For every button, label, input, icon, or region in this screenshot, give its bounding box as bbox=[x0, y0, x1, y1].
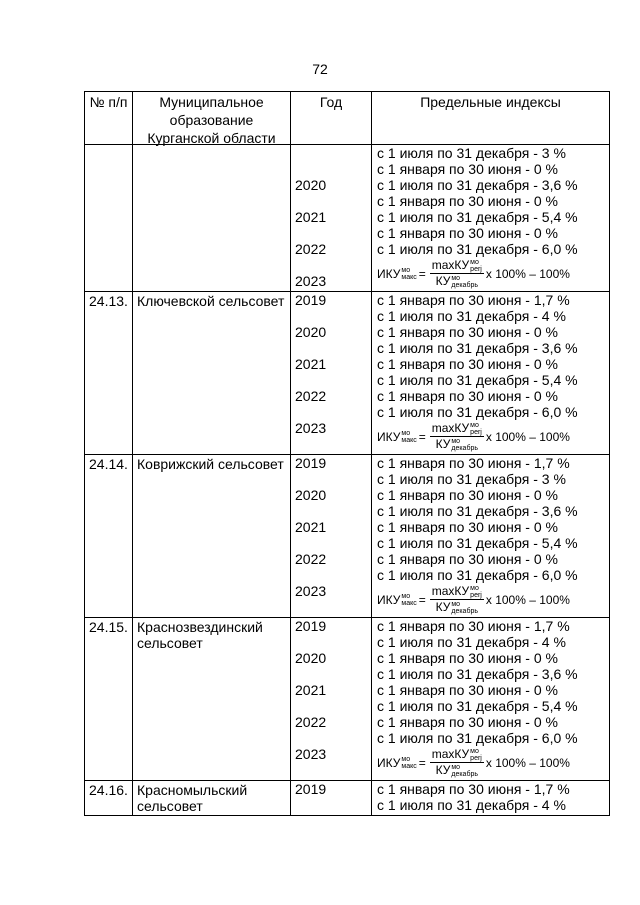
municipality-name: Красномыльский сельсовет bbox=[137, 782, 248, 814]
formula-lhs: ИКУ мо макс bbox=[377, 266, 417, 282]
cell-indices bbox=[372, 145, 610, 292]
cell-indices bbox=[372, 455, 610, 618]
header-num: № п/п bbox=[85, 92, 133, 145]
index-line: с 1 июля по 31 декабря - 6,0 % bbox=[377, 241, 578, 257]
cell-indices bbox=[372, 292, 610, 455]
cell-number bbox=[85, 618, 133, 781]
year-label: 2020 bbox=[295, 650, 327, 666]
year-label: 2019 bbox=[295, 455, 327, 471]
index-line: с 1 января по 30 июня - 0 % bbox=[377, 650, 558, 666]
cell-municipality bbox=[133, 455, 291, 618]
formula-tail: х 100% – 100% bbox=[485, 593, 570, 607]
index-line: с 1 января по 30 июня - 0 % bbox=[377, 324, 558, 340]
index-line: с 1 июля по 31 декабря - 5,4 % bbox=[377, 209, 578, 225]
index-line: с 1 января по 30 июня - 1,7 % bbox=[377, 781, 570, 797]
cell-municipality bbox=[133, 292, 291, 455]
cell-years bbox=[291, 145, 372, 292]
header-index: Предельные индексы bbox=[372, 92, 610, 145]
year-label: 2021 bbox=[295, 519, 327, 535]
index-line: с 1 января по 30 июня - 1,7 % bbox=[377, 618, 570, 634]
row-number: 24.14. bbox=[89, 456, 128, 472]
page-number: 72 bbox=[312, 61, 328, 77]
index-line: с 1 января по 30 июня - 0 % bbox=[377, 193, 558, 209]
index-line: с 1 января по 30 июня - 0 % bbox=[377, 682, 558, 698]
formula-fraction: maxКУ мо рerj КУ мо декабрь bbox=[431, 421, 482, 452]
index-line: с 1 июля по 31 декабря - 5,4 % bbox=[377, 535, 578, 551]
row-number: 24.13. bbox=[89, 293, 128, 309]
year-label: 2020 bbox=[295, 487, 327, 503]
table-row bbox=[85, 145, 610, 292]
index-line: с 1 января по 30 июня - 0 % bbox=[377, 519, 558, 535]
index-line: с 1 июля по 31 декабря - 3,6 % bbox=[377, 177, 578, 193]
limit-index-table bbox=[84, 91, 610, 816]
cell-years bbox=[291, 455, 372, 618]
cell-years bbox=[291, 781, 372, 816]
formula-fraction: maxКУ мо рerj КУ мо декабрь bbox=[431, 747, 482, 778]
formula-lhs: ИКУ мо макс bbox=[377, 429, 417, 445]
index-formula bbox=[372, 257, 609, 291]
table-row bbox=[85, 781, 610, 816]
table-row bbox=[85, 618, 610, 781]
year-label: 2019 bbox=[295, 292, 327, 308]
cell-number bbox=[85, 292, 133, 455]
index-line: с 1 января по 30 июня - 0 % bbox=[377, 487, 558, 503]
cell-number bbox=[85, 455, 133, 618]
cell-number bbox=[85, 145, 133, 292]
row-number bbox=[85, 145, 132, 147]
table-row bbox=[85, 292, 610, 455]
year-label: 2022 bbox=[295, 714, 327, 730]
index-formula bbox=[372, 583, 609, 617]
municipality-name: Коврижский сельсовет bbox=[137, 456, 284, 472]
formula-tail: х 100% – 100% bbox=[485, 430, 570, 444]
header-year: Год bbox=[291, 92, 372, 145]
index-line: с 1 июля по 31 декабря - 3,6 % bbox=[377, 503, 578, 519]
index-line: с 1 января по 30 июня - 0 % bbox=[377, 356, 558, 372]
index-line: с 1 июля по 31 декабря - 6,0 % bbox=[377, 404, 578, 420]
formula-lhs: ИКУ мо макс bbox=[377, 755, 417, 771]
year-label: 2022 bbox=[295, 551, 327, 567]
formula-tail: х 100% – 100% bbox=[485, 756, 570, 770]
index-line: с 1 июля по 31 декабря - 4 % bbox=[377, 797, 566, 813]
formula-tail: х 100% – 100% bbox=[485, 267, 570, 281]
cell-indices bbox=[372, 618, 610, 781]
index-line: с 1 января по 30 июня - 1,7 % bbox=[377, 292, 570, 308]
cell-years bbox=[291, 292, 372, 455]
index-line: с 1 января по 30 июня - 0 % bbox=[377, 161, 558, 177]
year-label: 2019 bbox=[295, 781, 327, 797]
row-number: 24.15. bbox=[89, 619, 128, 635]
header-row bbox=[85, 92, 610, 145]
year-label: 2020 bbox=[295, 177, 327, 193]
formula-lhs: ИКУ мо макс bbox=[377, 592, 417, 608]
cell-municipality bbox=[133, 145, 291, 292]
index-formula bbox=[372, 420, 609, 454]
index-line: с 1 июля по 31 декабря - 6,0 % bbox=[377, 730, 578, 746]
year-label: 2021 bbox=[295, 356, 327, 372]
municipality-name: Краснозвездинский сельсовет bbox=[137, 619, 263, 651]
index-formula bbox=[372, 746, 609, 780]
cell-municipality bbox=[133, 618, 291, 781]
year-label: 2019 bbox=[295, 618, 327, 634]
index-line: с 1 января по 30 июня - 0 % bbox=[377, 225, 558, 241]
year-label: 2021 bbox=[295, 209, 327, 225]
cell-years bbox=[291, 618, 372, 781]
year-label: 2021 bbox=[295, 682, 327, 698]
index-line: с 1 января по 30 июня - 1,7 % bbox=[377, 455, 570, 471]
formula-fraction: maxКУ мо рerj КУ мо декабрь bbox=[431, 258, 482, 289]
formula-equals: = bbox=[418, 267, 426, 281]
table-row bbox=[85, 455, 610, 618]
index-line: с 1 июля по 31 декабря - 3,6 % bbox=[377, 666, 578, 682]
cell-indices bbox=[372, 781, 610, 816]
formula-equals: = bbox=[418, 593, 426, 607]
formula-equals: = bbox=[418, 430, 426, 444]
index-line: с 1 июля по 31 декабря - 6,0 % bbox=[377, 567, 578, 583]
year-label: 2023 bbox=[295, 273, 327, 289]
index-line: с 1 июля по 31 декабря - 3 % bbox=[377, 145, 566, 161]
cell-number bbox=[85, 781, 133, 816]
year-label bbox=[295, 145, 367, 161]
index-line: с 1 июля по 31 декабря - 3,6 % bbox=[377, 340, 578, 356]
index-line: с 1 июля по 31 декабря - 5,4 % bbox=[377, 698, 578, 714]
index-line: с 1 июля по 31 декабря - 4 % bbox=[377, 634, 566, 650]
row-number: 24.16. bbox=[89, 782, 128, 798]
index-line: с 1 января по 30 июня - 0 % bbox=[377, 551, 558, 567]
header-municipality: Муниципальное образование Курганской области bbox=[133, 92, 291, 145]
year-label: 2022 bbox=[295, 241, 327, 257]
index-line: с 1 января по 30 июня - 0 % bbox=[377, 388, 558, 404]
municipality-name: Ключевской сельсовет bbox=[137, 293, 285, 309]
formula-fraction: maxКУ мо рerj КУ мо декабрь bbox=[431, 584, 482, 615]
year-label: 2023 bbox=[295, 583, 327, 599]
index-line: с 1 июля по 31 декабря - 4 % bbox=[377, 308, 566, 324]
cell-municipality bbox=[133, 781, 291, 816]
index-line: с 1 января по 30 июня - 0 % bbox=[377, 714, 558, 730]
year-label: 2023 bbox=[295, 746, 327, 762]
year-label: 2020 bbox=[295, 324, 327, 340]
index-line: с 1 июля по 31 декабря - 3 % bbox=[377, 471, 566, 487]
formula-equals: = bbox=[418, 756, 426, 770]
index-line: с 1 июля по 31 декабря - 5,4 % bbox=[377, 372, 578, 388]
year-label: 2022 bbox=[295, 388, 327, 404]
year-label: 2023 bbox=[295, 420, 327, 436]
